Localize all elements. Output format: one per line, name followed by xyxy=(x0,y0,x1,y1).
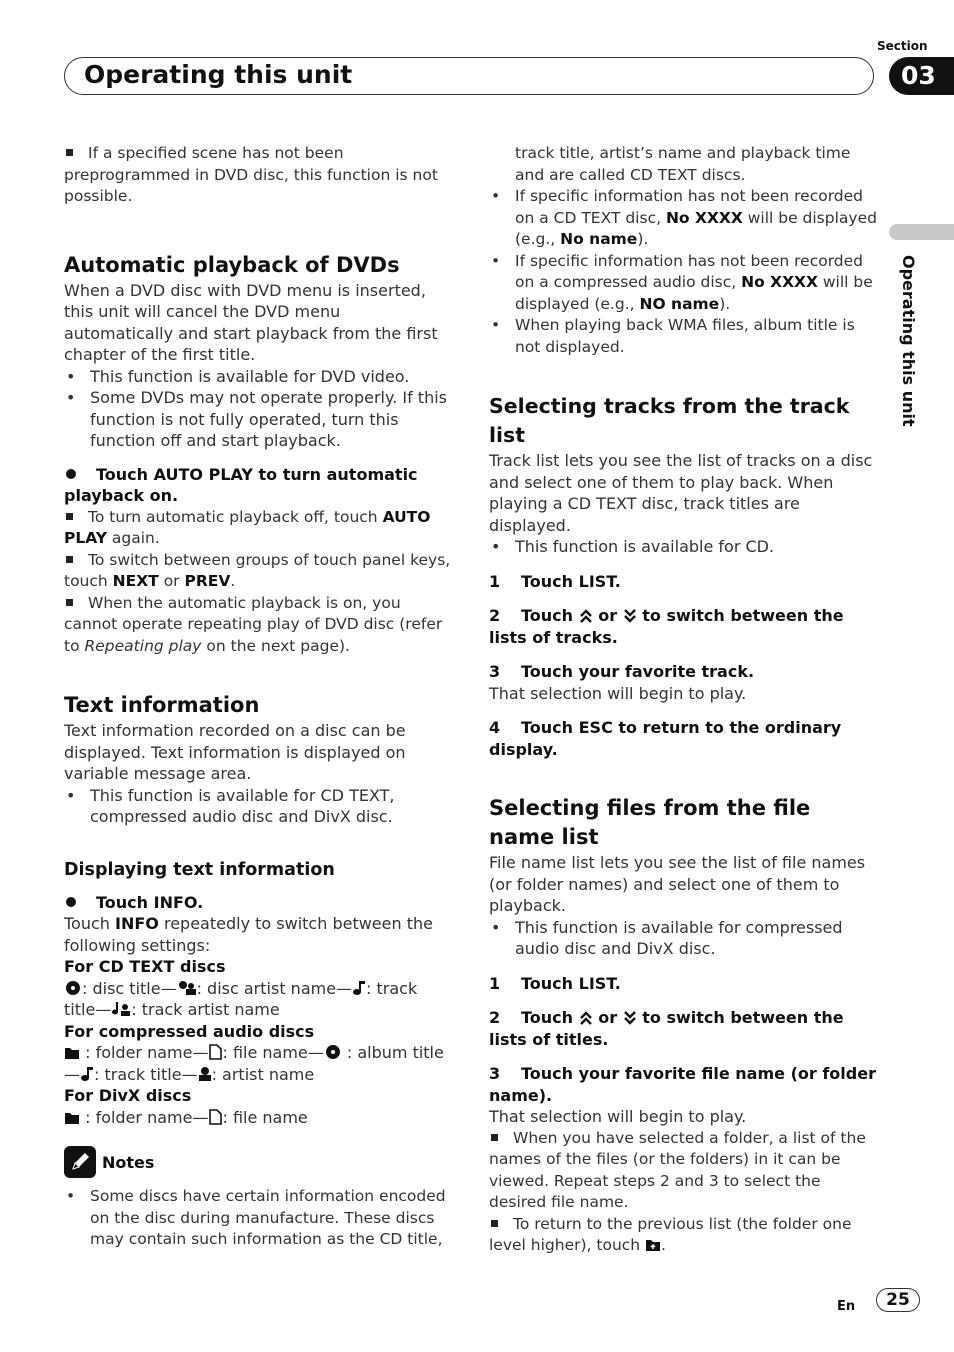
music-note-icon xyxy=(80,1066,94,1082)
track-step-4: 4 Touch ESC to return to the ordinary display. xyxy=(489,718,842,759)
side-tab-marker xyxy=(889,224,954,240)
folder-up-icon xyxy=(645,1238,661,1252)
page-title: Operating this unit xyxy=(84,60,353,89)
track-artist-icon xyxy=(111,1001,131,1017)
text-info-heading: Text information xyxy=(64,693,260,717)
section-label: Section xyxy=(877,39,928,53)
section-number-badge: 03 xyxy=(889,57,954,95)
display-body: Touch INFO repeatedly to switch between the following settings: xyxy=(64,914,433,955)
file-step-3: 3 Touch your favorite file name (or folder name). xyxy=(489,1064,876,1105)
folder-icon xyxy=(64,1046,80,1060)
track-step-3-body: That selection will begin to play. xyxy=(489,683,747,703)
track-step-2: 2 Touch or to switch between the lists of tracks. xyxy=(489,606,844,647)
text-info-bullet: • This function is available for CD TEXT, compressed audio disc and DivX disc. xyxy=(64,785,452,828)
file-step-1: 1 Touch LIST. xyxy=(489,973,621,993)
page-number: 25 xyxy=(876,1288,920,1312)
auto-bullet-2: • Some DVDs may not operate properly. If this function is not fully operated, turn this function off and start playback. xyxy=(64,387,452,452)
display-text-heading: Displaying text information xyxy=(64,859,335,880)
divx-label: For DivX discs xyxy=(64,1086,192,1105)
file-step-2: 2 Touch or to switch between the lists of titles. xyxy=(489,1008,844,1049)
disc-artist-icon xyxy=(177,980,197,996)
display-step: Touch INFO. xyxy=(64,892,452,914)
left-column xyxy=(64,143,452,1251)
file-icon xyxy=(208,1109,222,1125)
file-list-heading: Selecting files from the file name list xyxy=(489,796,811,849)
double-up-icon xyxy=(579,609,593,623)
music-note-icon xyxy=(352,980,366,996)
track-step-3: 3 Touch your favorite track. xyxy=(489,662,755,681)
cd-text-missing-bullet: • If specific information has not been recorded on a CD TEXT disc, No XXXX will be displayed (e.g., No name). xyxy=(489,186,877,251)
auto-bullet-1: • This function is available for DVD video. xyxy=(64,366,452,388)
footer-language: En xyxy=(837,1299,856,1314)
divx-sequence: : folder name— : file name xyxy=(64,1107,452,1129)
cd-text-sequence: : disc title— : disc artist name— : track title— : track artist name xyxy=(64,978,418,1019)
track-list-body: Track list lets you see the list of tracks on a disc and select one of them to play back. When playing a CD TEXT disc, track titles are displayed. xyxy=(489,451,873,535)
pencil-icon xyxy=(64,1146,96,1178)
notes-continued: track title, artist’s name and playback time and are called CD TEXT discs. xyxy=(515,144,851,184)
track-list-bullet: • This function is available for CD. xyxy=(489,536,877,558)
double-up-icon xyxy=(579,1011,593,1025)
file-note-1: When you have selected a folder, a list of the names of the files (or the folders) in it can be viewed. Repeat steps 2 and 3 to select the desired file name. xyxy=(489,1128,866,1211)
file-step-3-body: That selection will begin to play. xyxy=(489,1107,747,1126)
auto-playback-heading: Automatic playback of DVDs xyxy=(64,252,400,277)
double-down-icon xyxy=(623,1011,637,1025)
side-tab-label: Operating this unit xyxy=(899,255,918,427)
track-list-heading: Selecting tracks from the track list xyxy=(489,394,850,447)
disc-icon xyxy=(64,980,82,996)
compressed-audio-label: For compressed audio discs xyxy=(64,1021,315,1041)
folder-icon xyxy=(64,1111,80,1125)
artist-icon xyxy=(198,1066,212,1082)
file-note-2: To return to the previous list (the folder one level higher), touch . xyxy=(489,1214,852,1254)
double-down-icon xyxy=(623,609,637,623)
auto-step: Touch AUTO PLAY to turn automatic playback on. xyxy=(64,464,418,505)
track-step-1: 1 Touch LIST. xyxy=(489,571,621,591)
text-info-body: Text information recorded on a disc can be displayed. Text information is displayed on variable message area. xyxy=(64,721,406,783)
wma-bullet: • When playing back WMA files, album title is not displayed. xyxy=(489,315,877,358)
file-list-bullet: • This function is available for compressed audio disc and DivX disc. xyxy=(489,917,877,960)
notes-header xyxy=(64,1146,452,1178)
intro-note: If a specified scene has not been preprogrammed in DVD disc, this function is not possible. xyxy=(64,144,438,205)
auto-note-3: When the automatic playback is on, you cannot operate repeating play of DVD disc (refer to Repeating play on the next page). xyxy=(64,593,443,655)
right-column xyxy=(489,143,877,1257)
file-list-body: File name list lets you see the list of file names (or folder names) and select one of them to playback. xyxy=(489,853,866,915)
auto-note-2: To switch between groups of touch panel keys, touch NEXT or PREV. xyxy=(64,550,451,590)
notes-heading: Notes xyxy=(102,1152,155,1172)
cd-text-label: For CD TEXT discs xyxy=(64,957,226,976)
auto-note-1: To turn automatic playback off, touch AUTO PLAY again. xyxy=(64,507,431,547)
file-icon xyxy=(208,1044,222,1060)
album-disc-icon xyxy=(324,1044,342,1060)
notes-bullet: • Some discs have certain information encoded on the disc during manufacture. These discs may contain such information as the CD title, xyxy=(64,1186,452,1251)
compressed-missing-bullet: • If specific information has not been recorded on a compressed audio disc, No XXXX will be displayed (e.g., NO name). xyxy=(489,251,877,316)
auto-playback-body: When a DVD disc with DVD menu is inserted, this unit will cancel the DVD menu automatically and start playback from the first chapter of the first title. xyxy=(64,280,438,364)
compressed-audio-sequence: : folder name— : file name— : album title— : track title— : artist name xyxy=(64,1043,444,1084)
